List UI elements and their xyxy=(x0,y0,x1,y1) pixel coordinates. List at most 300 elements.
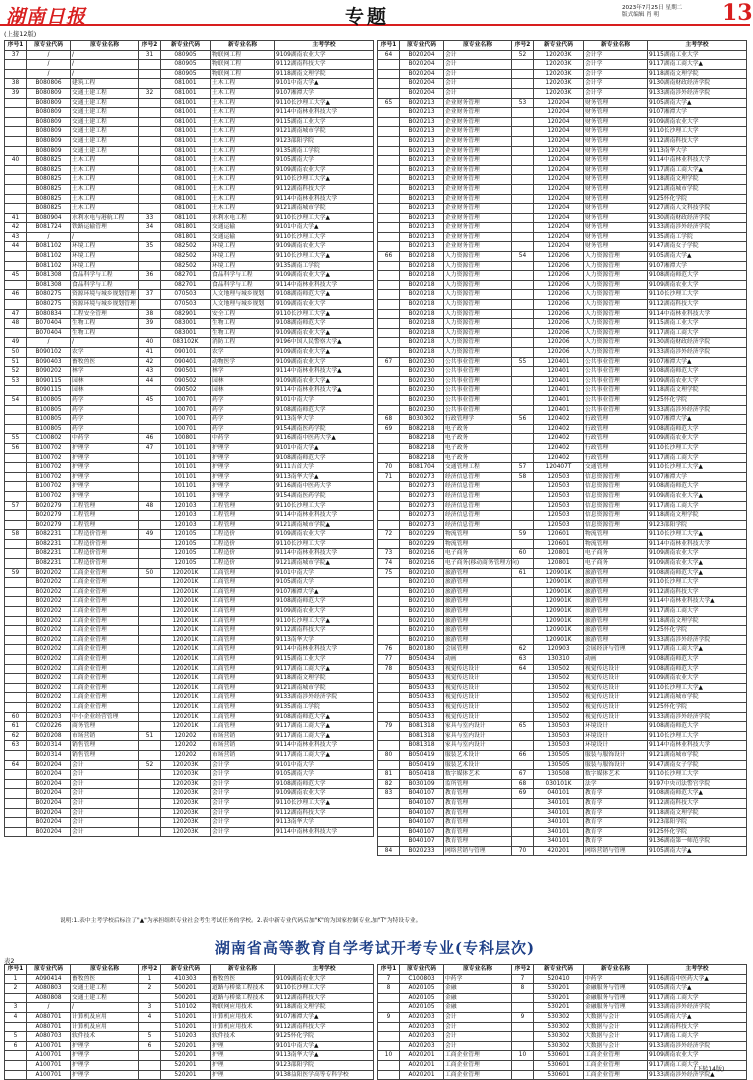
table-row xyxy=(378,1022,747,1032)
table-row xyxy=(378,117,747,127)
cell-old-code: B020218 xyxy=(400,300,444,310)
cell-new-name: 旅游管理 xyxy=(584,587,648,597)
cell-old-code: B020210 xyxy=(400,635,444,645)
cell-school: 9121湖南城市学院▲ xyxy=(275,520,374,530)
cell-old-code: B020203 xyxy=(27,712,71,722)
cell-new-name: 教育学 xyxy=(584,808,648,818)
table-row xyxy=(5,770,374,780)
table-row xyxy=(378,280,747,290)
cell-new-code: 120204 xyxy=(534,156,584,166)
cell-school: 9123邵阳学院 xyxy=(275,1060,374,1070)
cell-seq2: 7 xyxy=(512,974,534,984)
cell-old-code: B020213 xyxy=(400,127,444,137)
table-row xyxy=(5,597,374,607)
cell-seq1: 4 xyxy=(5,1012,27,1022)
table-row xyxy=(378,974,747,984)
cell-seq1 xyxy=(5,683,27,693)
table-row xyxy=(5,424,374,434)
cell-school: 9123邵阳学院 xyxy=(648,818,747,828)
cell-old-name: 人力资源管理 xyxy=(444,290,512,300)
cell-old-name: / xyxy=(71,50,139,60)
cell-new-code: 040101 xyxy=(534,789,584,799)
cell-new-name: 财务管理 xyxy=(584,194,648,204)
cell-new-code: 120206 xyxy=(534,290,584,300)
cell-old-code: B080809 xyxy=(27,146,71,156)
cell-new-code: 130505 xyxy=(534,750,584,760)
cell-seq1: 44 xyxy=(5,242,27,252)
cell-seq2 xyxy=(139,827,161,837)
cell-old-name: 工商企业管理 xyxy=(71,568,139,578)
cell-old-name: 工商企业管理 xyxy=(71,626,139,636)
cell-new-code: 082701 xyxy=(161,271,211,281)
cell-seq1 xyxy=(378,491,400,501)
cell-old-name: 旅游管理 xyxy=(444,607,512,617)
cell-new-code: 130503 xyxy=(534,731,584,741)
cell-seq2 xyxy=(512,683,534,693)
cell-new-name: 工商管理 xyxy=(211,674,275,684)
cell-seq1: 69 xyxy=(378,424,400,434)
cell-seq2: 1 xyxy=(139,974,161,984)
cell-new-name: 护理学 xyxy=(211,463,275,473)
cell-seq2 xyxy=(512,271,534,281)
cell-seq1 xyxy=(5,808,27,818)
cell-old-code: B030302 xyxy=(400,415,444,425)
table-row xyxy=(378,376,747,386)
cell-school: 9108湖南师范大学 xyxy=(275,405,374,415)
cell-seq1: 78 xyxy=(378,664,400,674)
cell-new-name: 电子商务 xyxy=(584,559,648,569)
cell-seq1 xyxy=(5,165,27,175)
cell-new-code: 120201K xyxy=(161,712,211,722)
cell-old-name: 工商企业管理 xyxy=(71,597,139,607)
table-row xyxy=(5,348,374,358)
cell-new-code: 530601 xyxy=(534,1060,584,1070)
cell-old-code: B020210 xyxy=(400,626,444,636)
cell-new-name: 会计学 xyxy=(211,798,275,808)
cell-seq1 xyxy=(378,1041,400,1051)
cell-new-code: 120206 xyxy=(534,300,584,310)
cell-new-name: 人力资源管理 xyxy=(584,261,648,271)
cell-new-code: 510102 xyxy=(161,1003,211,1013)
cell-new-code: 120503 xyxy=(534,511,584,521)
cell-old-name: 教育管理 xyxy=(444,837,512,847)
cell-old-code: C100803 xyxy=(400,974,444,984)
cell-seq2 xyxy=(512,194,534,204)
cell-seq2: 67 xyxy=(512,770,534,780)
cell-seq2 xyxy=(512,204,534,214)
cell-old-name: 工商企业管理 xyxy=(71,674,139,684)
table-notes: 说明:1.表中主考学校后标注了"▲"为承担组织专业社会考生考试任务的学校。2.表中新专业代码后加"K"的为国家控制专业,加"T"为特设专业。 xyxy=(60,918,422,924)
cell-new-name: 财务管理 xyxy=(584,184,648,194)
cell-seq1: 68 xyxy=(378,415,400,425)
table-row xyxy=(5,607,374,617)
cell-old-code: B080809 xyxy=(27,117,71,127)
cell-new-code: 120407T xyxy=(534,463,584,473)
cell-new-name: 交通运输 xyxy=(211,223,275,233)
cell-old-name: 工商企业管理 xyxy=(444,1051,512,1061)
table-row xyxy=(5,290,374,300)
cell-school: 9117湖南工商大学▲ xyxy=(648,165,747,175)
cell-old-code: B080834 xyxy=(27,309,71,319)
cell-old-name: 药学 xyxy=(71,415,139,425)
cell-seq2 xyxy=(512,88,534,98)
cell-seq2 xyxy=(512,482,534,492)
cell-new-name: 会计学 xyxy=(211,760,275,770)
table-row xyxy=(378,175,747,185)
cell-old-name: 企业财务管理 xyxy=(444,136,512,146)
cell-school: 9107湘潭大学▲ xyxy=(275,1012,374,1022)
cell-old-code: A080803 xyxy=(27,984,71,994)
col-header-school: 主考学校 xyxy=(648,965,747,975)
cell-old-name: 企业财务管理 xyxy=(444,213,512,223)
cell-seq1 xyxy=(5,108,27,118)
cell-new-name: 网络营销与管理 xyxy=(584,846,648,856)
table-row xyxy=(5,655,374,665)
cell-seq1 xyxy=(378,578,400,588)
cell-new-name: 物联网工程 xyxy=(211,60,275,70)
cell-old-name: 旅游管理 xyxy=(444,626,512,636)
cell-school: 9110长沙理工大学▲ xyxy=(648,683,747,693)
cell-seq1 xyxy=(5,463,27,473)
cell-new-name: 工程管理 xyxy=(211,511,275,521)
cell-new-code: 070503 xyxy=(161,300,211,310)
cell-new-name: 药学 xyxy=(211,395,275,405)
cell-new-code: 081001 xyxy=(161,136,211,146)
col-header-new-name: 新专业名称 xyxy=(211,41,275,51)
cell-old-name: 交通土建工程 xyxy=(71,117,139,127)
cell-seq2: 48 xyxy=(139,501,161,511)
table-row xyxy=(5,683,374,693)
cell-seq2 xyxy=(139,405,161,415)
cell-school: 9133湖南涉外经济学院 xyxy=(648,88,747,98)
cell-new-name: 计算机应用技术 xyxy=(211,1022,275,1032)
cell-school: 9110长沙理工大学 xyxy=(648,731,747,741)
cell-new-code: 120203K xyxy=(534,79,584,89)
cell-new-code: 340101 xyxy=(534,837,584,847)
cell-seq1 xyxy=(378,117,400,127)
cell-old-name: 交通土建工程 xyxy=(71,136,139,146)
cell-old-code: B040107 xyxy=(400,818,444,828)
cell-new-code: 120204 xyxy=(534,223,584,233)
table-row xyxy=(5,443,374,453)
table-row xyxy=(5,1060,374,1070)
cell-seq2: 61 xyxy=(512,568,534,578)
table-row xyxy=(5,232,374,242)
cell-school: 9109湖南农业大学 xyxy=(275,607,374,617)
cell-school: 9110长沙理工大学▲ xyxy=(275,798,374,808)
cell-seq1 xyxy=(378,223,400,233)
cell-new-code: 082701 xyxy=(161,280,211,290)
cell-old-code: B020210 xyxy=(400,568,444,578)
cell-old-code: B030109 xyxy=(400,779,444,789)
cell-new-code: 120901K xyxy=(534,597,584,607)
table-row xyxy=(378,578,747,588)
cell-old-name: 建筑工程 xyxy=(71,79,139,89)
cell-seq1 xyxy=(5,1022,27,1032)
cell-seq2: 60 xyxy=(512,549,534,559)
table-row xyxy=(378,539,747,549)
cell-seq2: 10 xyxy=(512,1051,534,1061)
cell-new-name: 市场营销 xyxy=(211,731,275,741)
cell-new-code: 130505 xyxy=(534,760,584,770)
cell-school: 9109湖南农业大学 xyxy=(648,117,747,127)
cell-school: 9105湖南大学▲ xyxy=(648,846,747,856)
cell-old-code: A080701 xyxy=(27,1022,71,1032)
cell-seq1 xyxy=(378,635,400,645)
cell-old-name: 视觉传达设计 xyxy=(444,693,512,703)
page-number: 13 xyxy=(722,0,753,26)
col-header-new-name: 新专业名称 xyxy=(584,41,648,51)
cell-new-name: 药学 xyxy=(211,405,275,415)
table-row xyxy=(378,693,747,703)
cell-new-code: 101101 xyxy=(161,463,211,473)
cell-seq2 xyxy=(512,453,534,463)
cell-seq1 xyxy=(5,204,27,214)
cell-new-name: 会计学 xyxy=(584,88,648,98)
cell-seq2 xyxy=(139,60,161,70)
cell-seq2 xyxy=(139,424,161,434)
cell-new-code: 090101 xyxy=(161,348,211,358)
cell-seq2 xyxy=(139,453,161,463)
table-row xyxy=(5,434,374,444)
cell-seq2 xyxy=(512,597,534,607)
cell-new-code: 120901K xyxy=(534,616,584,626)
cell-school: 9133湖南涉外经济学院 xyxy=(648,348,747,358)
cell-old-code: B050419 xyxy=(400,760,444,770)
cell-old-code: B080904 xyxy=(27,213,71,223)
cell-seq1 xyxy=(5,664,27,674)
cell-seq1: 51 xyxy=(5,357,27,367)
cell-old-name: 工程造价管理 xyxy=(71,559,139,569)
cell-seq2 xyxy=(139,328,161,338)
cell-seq2 xyxy=(139,607,161,617)
cell-seq2 xyxy=(139,1060,161,1070)
cell-old-code: B080825 xyxy=(27,194,71,204)
cell-school: 9114中南林业科技大学▲ xyxy=(648,597,747,607)
cell-seq1 xyxy=(378,300,400,310)
cell-new-name: 教育学 xyxy=(584,789,648,799)
cell-old-name: 计算机及应用 xyxy=(71,1012,139,1022)
cell-seq2 xyxy=(512,280,534,290)
cell-new-code: 120201K xyxy=(161,635,211,645)
cell-old-name: 资源环境与城乡规划管理 xyxy=(71,300,139,310)
cell-new-name: 视觉传达设计 xyxy=(584,674,648,684)
cell-new-name: 护理 xyxy=(211,1041,275,1051)
cell-school: 9112湖南科技大学 xyxy=(648,1022,747,1032)
cell-seq1: 79 xyxy=(378,722,400,732)
cell-old-code: B020204 xyxy=(400,50,444,60)
cell-seq2 xyxy=(512,443,534,453)
cell-seq2 xyxy=(512,338,534,348)
cell-new-name: 土木工程 xyxy=(211,175,275,185)
cell-seq1 xyxy=(5,779,27,789)
cell-old-code: B100805 xyxy=(27,415,71,425)
col-header-seq1: 序号1 xyxy=(5,965,27,975)
table-row xyxy=(5,136,374,146)
cell-new-code: 120601 xyxy=(534,530,584,540)
cell-seq2 xyxy=(512,818,534,828)
cell-new-code: 081001 xyxy=(161,127,211,137)
cell-old-name: 铁路运输管理 xyxy=(71,223,139,233)
cell-seq1 xyxy=(5,993,27,1003)
cell-seq2 xyxy=(139,578,161,588)
cell-new-code: 120401 xyxy=(534,376,584,386)
cell-old-code: B040107 xyxy=(400,837,444,847)
cell-school: 9101中南大学 xyxy=(275,568,374,578)
cell-seq2 xyxy=(139,779,161,789)
cell-new-code: 340101 xyxy=(534,818,584,828)
cell-new-code: 120203K xyxy=(534,50,584,60)
cell-new-code: 081801 xyxy=(161,232,211,242)
cell-old-code: A020105 xyxy=(400,1003,444,1013)
cell-old-name: 工商企业管理 xyxy=(444,1070,512,1080)
cell-new-name: 土木工程 xyxy=(211,204,275,214)
cell-seq2 xyxy=(512,1032,534,1042)
cell-new-name: 会计学 xyxy=(211,779,275,789)
cell-seq2 xyxy=(512,798,534,808)
table-row xyxy=(378,367,747,377)
cell-new-name: 财务管理 xyxy=(584,213,648,223)
cell-school: 9130湖南财政经济学院 xyxy=(648,213,747,223)
cell-seq2: 62 xyxy=(512,645,534,655)
cell-old-code: B082231 xyxy=(27,539,71,549)
cell-school: 9135湖南工学院 xyxy=(275,261,374,271)
cell-seq2 xyxy=(139,386,161,396)
cell-old-code: B020218 xyxy=(400,348,444,358)
cell-old-code: B050433 xyxy=(400,693,444,703)
cell-seq2 xyxy=(139,559,161,569)
cell-old-code: B020230 xyxy=(400,367,444,377)
cell-old-code: A090414 xyxy=(27,974,71,984)
cell-school: 9110长沙理工大学 xyxy=(648,290,747,300)
table-row xyxy=(378,587,747,597)
cell-new-code: 120204 xyxy=(534,175,584,185)
cell-school: 9121湖南城市学院 xyxy=(648,693,747,703)
cell-new-name: 财务管理 xyxy=(584,232,648,242)
cell-new-name: 护理 xyxy=(211,1060,275,1070)
cell-school: 9147湖南女子学院 xyxy=(648,242,747,252)
col-header-old-name: 原专业名称 xyxy=(71,965,139,975)
cell-old-code: C100802 xyxy=(27,434,71,444)
cell-old-name: 家具与室内设计 xyxy=(444,741,512,751)
cell-new-name: 护理学 xyxy=(211,453,275,463)
table-row xyxy=(378,405,747,415)
cell-seq2 xyxy=(512,616,534,626)
table-row xyxy=(378,530,747,540)
continued-label: (上接12版) xyxy=(4,30,37,38)
table-row xyxy=(378,348,747,358)
cell-old-name: / xyxy=(71,232,139,242)
cell-seq2 xyxy=(512,300,534,310)
cell-seq1 xyxy=(378,194,400,204)
cell-new-code: 100701 xyxy=(161,395,211,405)
cell-school: 9110长沙理工大学▲ xyxy=(275,213,374,223)
cell-new-code: 081001 xyxy=(161,88,211,98)
cell-old-name: 动画 xyxy=(444,655,512,665)
cell-old-name: 教育管理 xyxy=(444,827,512,837)
cell-seq2: 41 xyxy=(139,348,161,358)
table-row xyxy=(378,1070,747,1080)
cell-new-code: 120204 xyxy=(534,146,584,156)
cell-seq1 xyxy=(5,626,27,636)
cell-seq2 xyxy=(512,79,534,89)
cell-old-name: 视觉传达设计 xyxy=(444,664,512,674)
cell-new-name: 生物工程 xyxy=(211,319,275,329)
cell-seq2: 46 xyxy=(139,434,161,444)
cell-old-name: 护理学 xyxy=(71,1070,139,1080)
cell-old-code: B020213 xyxy=(400,242,444,252)
col-header-seq1: 序号1 xyxy=(5,41,27,51)
cell-new-code: 100701 xyxy=(161,424,211,434)
cell-seq1 xyxy=(5,655,27,665)
table-row xyxy=(378,252,747,262)
cell-new-name: 旅游管理 xyxy=(584,568,648,578)
cell-old-name: 环境工程 xyxy=(71,252,139,262)
cell-school: 9133湖南涉外经济学院▲ xyxy=(648,1070,747,1080)
cell-school: 9130湖南财政经济学院 xyxy=(648,79,747,89)
cell-old-code: B070404 xyxy=(27,328,71,338)
table-row xyxy=(378,108,747,118)
cell-school: 9118湖南文理学院 xyxy=(648,386,747,396)
cell-school: 9116湖南中医药大学▲ xyxy=(648,974,747,984)
cell-seq2 xyxy=(139,770,161,780)
cell-new-name: 园林 xyxy=(211,386,275,396)
table2-label: 表2 xyxy=(4,957,15,965)
cell-new-name: 动画 xyxy=(584,655,648,665)
cell-old-code: B020230 xyxy=(400,405,444,415)
col-header-new-code: 新专业代码 xyxy=(534,41,584,51)
cell-old-name: 教育管理 xyxy=(444,789,512,799)
cell-new-code: 120201K xyxy=(161,702,211,712)
cell-old-code: B020216 xyxy=(400,549,444,559)
table-row xyxy=(378,722,747,732)
cell-old-name: 会计 xyxy=(444,1012,512,1022)
cell-old-name: 销售管理 xyxy=(71,741,139,751)
cell-seq2 xyxy=(139,261,161,271)
cell-old-code: B020213 xyxy=(400,117,444,127)
cell-school: 9109湖南农业大学▲ xyxy=(275,376,374,386)
cell-seq1: 7 xyxy=(378,974,400,984)
cell-seq2 xyxy=(139,1022,161,1032)
cell-old-name: 会计 xyxy=(444,1041,512,1051)
table-row xyxy=(5,539,374,549)
cell-school: 9117湖南工商大学 xyxy=(648,328,747,338)
cell-seq1 xyxy=(5,520,27,530)
cell-old-name: 企业财务管理 xyxy=(444,194,512,204)
cell-new-name: 财务管理 xyxy=(584,204,648,214)
cell-old-code: B020204 xyxy=(400,60,444,70)
cell-old-code: B020213 xyxy=(400,213,444,223)
cell-seq1 xyxy=(5,136,27,146)
cell-old-name: 工商企业管理 xyxy=(71,702,139,712)
cell-school: 9111吉首大学 xyxy=(275,463,374,473)
cell-seq2 xyxy=(512,290,534,300)
cell-school: 9110长沙理工大学▲ xyxy=(275,175,374,185)
cell-seq1 xyxy=(378,328,400,338)
cell-old-code: B100702 xyxy=(27,482,71,492)
cell-seq2 xyxy=(512,501,534,511)
cell-seq1 xyxy=(378,511,400,521)
cell-new-name: 教育学 xyxy=(584,837,648,847)
cell-old-name: 公共事业管理 xyxy=(444,395,512,405)
cell-seq2 xyxy=(512,1022,534,1032)
cell-new-name: 人文地理与城乡规划 xyxy=(211,300,275,310)
cell-old-name: 工商企业管理 xyxy=(71,616,139,626)
cell-new-code: 120103 xyxy=(161,520,211,530)
cell-new-name: 服装与服饰设计 xyxy=(584,760,648,770)
cell-seq2 xyxy=(139,635,161,645)
cell-new-name: 财务管理 xyxy=(584,127,648,137)
